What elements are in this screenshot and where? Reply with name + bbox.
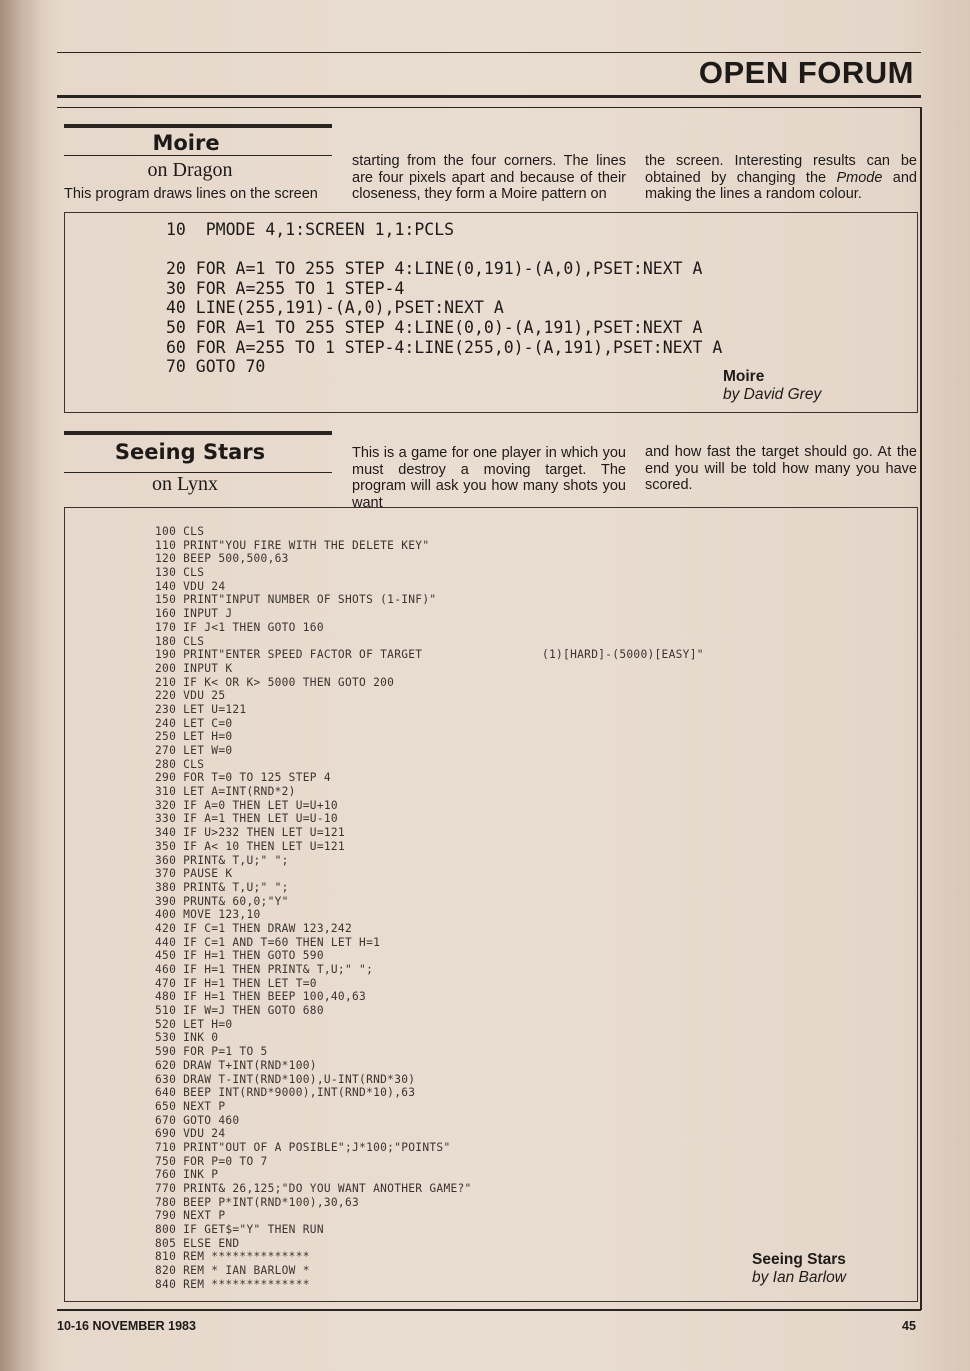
code-line: 620 DRAW T+INT(RND*100)	[155, 1058, 317, 1072]
code-line: 270 LET W=0	[155, 744, 233, 757]
stars-code-listing	[155, 525, 704, 1292]
code-line: 310 LET A=INT(RND*2)	[155, 785, 296, 799]
code-line: 140 VDU 24	[155, 579, 226, 593]
code-line: 710 PRINT"OUT OF A POSIBLE";J*100;"POINTS"	[155, 1140, 451, 1154]
code-line: 370 PAUSE K	[155, 867, 233, 881]
moire-code-listing	[166, 220, 722, 377]
code-line: 250 LET H=0	[155, 730, 233, 744]
header-title: OPEN FORUM	[698, 55, 914, 90]
code-line: 240 LET C=0	[155, 716, 233, 730]
code-line: 70 GOTO 70	[166, 357, 266, 377]
code-line: 290 FOR T=0 TO 125 STEP 4	[155, 771, 331, 785]
code-line: 280 CLS	[155, 757, 205, 771]
footer-page-number: 45	[902, 1319, 916, 1333]
code-line: 790 NEXT P	[155, 1209, 226, 1223]
code-line: 40 LINE(255,191)-(A,0),PSET:NEXT A	[166, 298, 504, 318]
code-line: 360 PRINT& T,U;" ";	[155, 853, 289, 867]
code-line: 200 INPUT K	[155, 661, 233, 675]
moire-text-col1: This program draws lines on the screen	[64, 186, 318, 202]
header-rule-bottom	[57, 95, 921, 98]
code-line: 510 IF W=J THEN GOTO 680	[155, 1004, 324, 1018]
code-line: 170 IF J<1 THEN GOTO 160	[155, 620, 324, 634]
code-line: 805 ELSE END	[155, 1236, 240, 1250]
stars-title: Seeing Stars	[114, 440, 266, 464]
code-line: 650 NEXT P	[155, 1099, 226, 1113]
code-line: 400 MOVE 123,10	[155, 908, 261, 922]
code-line: 210 IF K< OR K> 5000 THEN GOTO 200	[155, 675, 395, 689]
code-line: 50 FOR A=1 TO 255 STEP 4:LINE(0,0)-(A,191),PSET:NEXT A	[166, 317, 703, 337]
code-line: 130 CLS	[155, 566, 205, 580]
header-rule-top	[57, 52, 921, 53]
code-line: 60 FOR A=255 TO 1 STEP-4:LINE(255,0)-(A,191),PSET:NEXT A	[166, 337, 723, 357]
code-line: 30 FOR A=255 TO 1 STEP-4	[166, 278, 405, 298]
code-line: 350 IF A< 10 THEN LET U=121	[155, 839, 345, 853]
code-line: 480 IF H=1 THEN BEEP 100,40,63	[155, 990, 367, 1004]
code-line: 780 BEEP P*INT(RND*100),30,63	[155, 1195, 360, 1209]
code-line: 100 CLS	[155, 525, 205, 538]
code-line: 450 IF H=1 THEN GOTO 590	[155, 949, 324, 963]
moire-text-col2: starting from the four corners. The lines are four pixels apart and because of their closeness, they form a Moire pattern on	[352, 153, 626, 202]
code-line: 440 IF C=1 AND T=60 THEN LET H=1	[155, 935, 381, 949]
code-line: 530 INK 0	[155, 1031, 219, 1045]
code-line: 520 LET H=0	[155, 1017, 233, 1031]
moire-credit-title: Moire	[723, 368, 765, 385]
code-line: 190 PRINT"ENTER SPEED FACTOR OF TARGET (1)[HARD]-(5000)[EASY]"	[155, 648, 704, 662]
code-line: 110 PRINT"YOU FIRE WITH THE DELETE KEY"	[155, 538, 430, 552]
code-line: 420 IF C=1 THEN DRAW 123,242	[155, 921, 352, 935]
code-line: 320 IF A=0 THEN LET U=U+10	[155, 798, 338, 812]
code-line: 160 INPUT J	[155, 607, 233, 621]
code-line: 470 IF H=1 THEN LET T=0	[155, 976, 317, 990]
code-line: 390 PRUNT& 60,0;"Y"	[155, 894, 289, 908]
code-line: 770 PRINT& 26,125;"DO YOU WANT ANOTHER GAME?"	[155, 1182, 472, 1195]
code-line: 220 VDU 25	[155, 689, 226, 703]
code-line: 800 IF GET$="Y" THEN RUN	[155, 1223, 324, 1237]
stars-credit-author: by Ian Barlow	[752, 1269, 846, 1286]
moire-text-col3: the screen. Interesting results can be obtained by changing the Pmode and making the lines a random colour.	[645, 153, 917, 202]
code-line: 750 FOR P=0 TO 7	[155, 1154, 268, 1168]
code-line: 10 PMODE 4,1:SCREEN 1,1:PCLS	[166, 220, 455, 239]
code-line: 640 BEEP INT(RND*9000),INT(RND*10),63	[155, 1086, 416, 1100]
footer-date: 10-16 NOVEMBER 1983	[57, 1319, 196, 1333]
code-line: 340 IF U>232 THEN LET U=121	[155, 826, 345, 840]
code-line: 690 VDU 24	[155, 1127, 226, 1141]
code-line: 810 REM **************	[155, 1250, 310, 1264]
code-line: 670 GOTO 460	[155, 1113, 240, 1127]
code-line: 230 LET U=121	[155, 702, 247, 716]
code-line: 120 BEEP 500,500,63	[155, 552, 289, 566]
code-line	[166, 240, 722, 260]
code-line: 760 INK P	[155, 1168, 219, 1182]
moire-subtitle: on Dragon	[147, 159, 233, 181]
code-line: 630 DRAW T-INT(RND*100),U-INT(RND*30)	[155, 1072, 416, 1086]
code-line: 20 FOR A=1 TO 255 STEP 4:LINE(0,191)-(A,0),PSET:NEXT A	[166, 259, 703, 279]
frame-bottom	[57, 1309, 921, 1311]
frame-top	[57, 107, 921, 108]
stars-text-col3: and how fast the target should go. At the end you will be told how many you have scored.	[645, 444, 917, 493]
code-line: 380 PRINT& T,U;" ";	[155, 880, 289, 894]
stars-title-bar	[64, 431, 332, 435]
code-line: 180 CLS	[155, 634, 205, 648]
code-line: 590 FOR P=1 TO 5	[155, 1045, 268, 1059]
code-line: 840 REM **************	[155, 1277, 310, 1291]
code-line: 330 IF A=1 THEN LET U=U-10	[155, 812, 338, 826]
frame-right	[920, 107, 922, 1310]
code-line: 820 REM * IAN BARLOW *	[155, 1264, 310, 1278]
moire-title: Moire	[152, 131, 220, 155]
moire-title-bar	[64, 124, 332, 128]
stars-credit-title: Seeing Stars	[752, 1251, 846, 1268]
code-line: 150 PRINT"INPUT NUMBER OF SHOTS (1-INF)"	[155, 593, 437, 607]
code-line: 460 IF H=1 THEN PRINT& T,U;" ";	[155, 963, 374, 976]
moire-title-rule	[64, 155, 332, 156]
moire-credit-author: by David Grey	[723, 386, 822, 403]
stars-text-col2: This is a game for one player in which you must destroy a moving target. The program will ask you how many shots you want	[352, 445, 626, 511]
page-spine-shadow	[0, 0, 40, 1371]
stars-subtitle: on Lynx	[151, 473, 219, 495]
